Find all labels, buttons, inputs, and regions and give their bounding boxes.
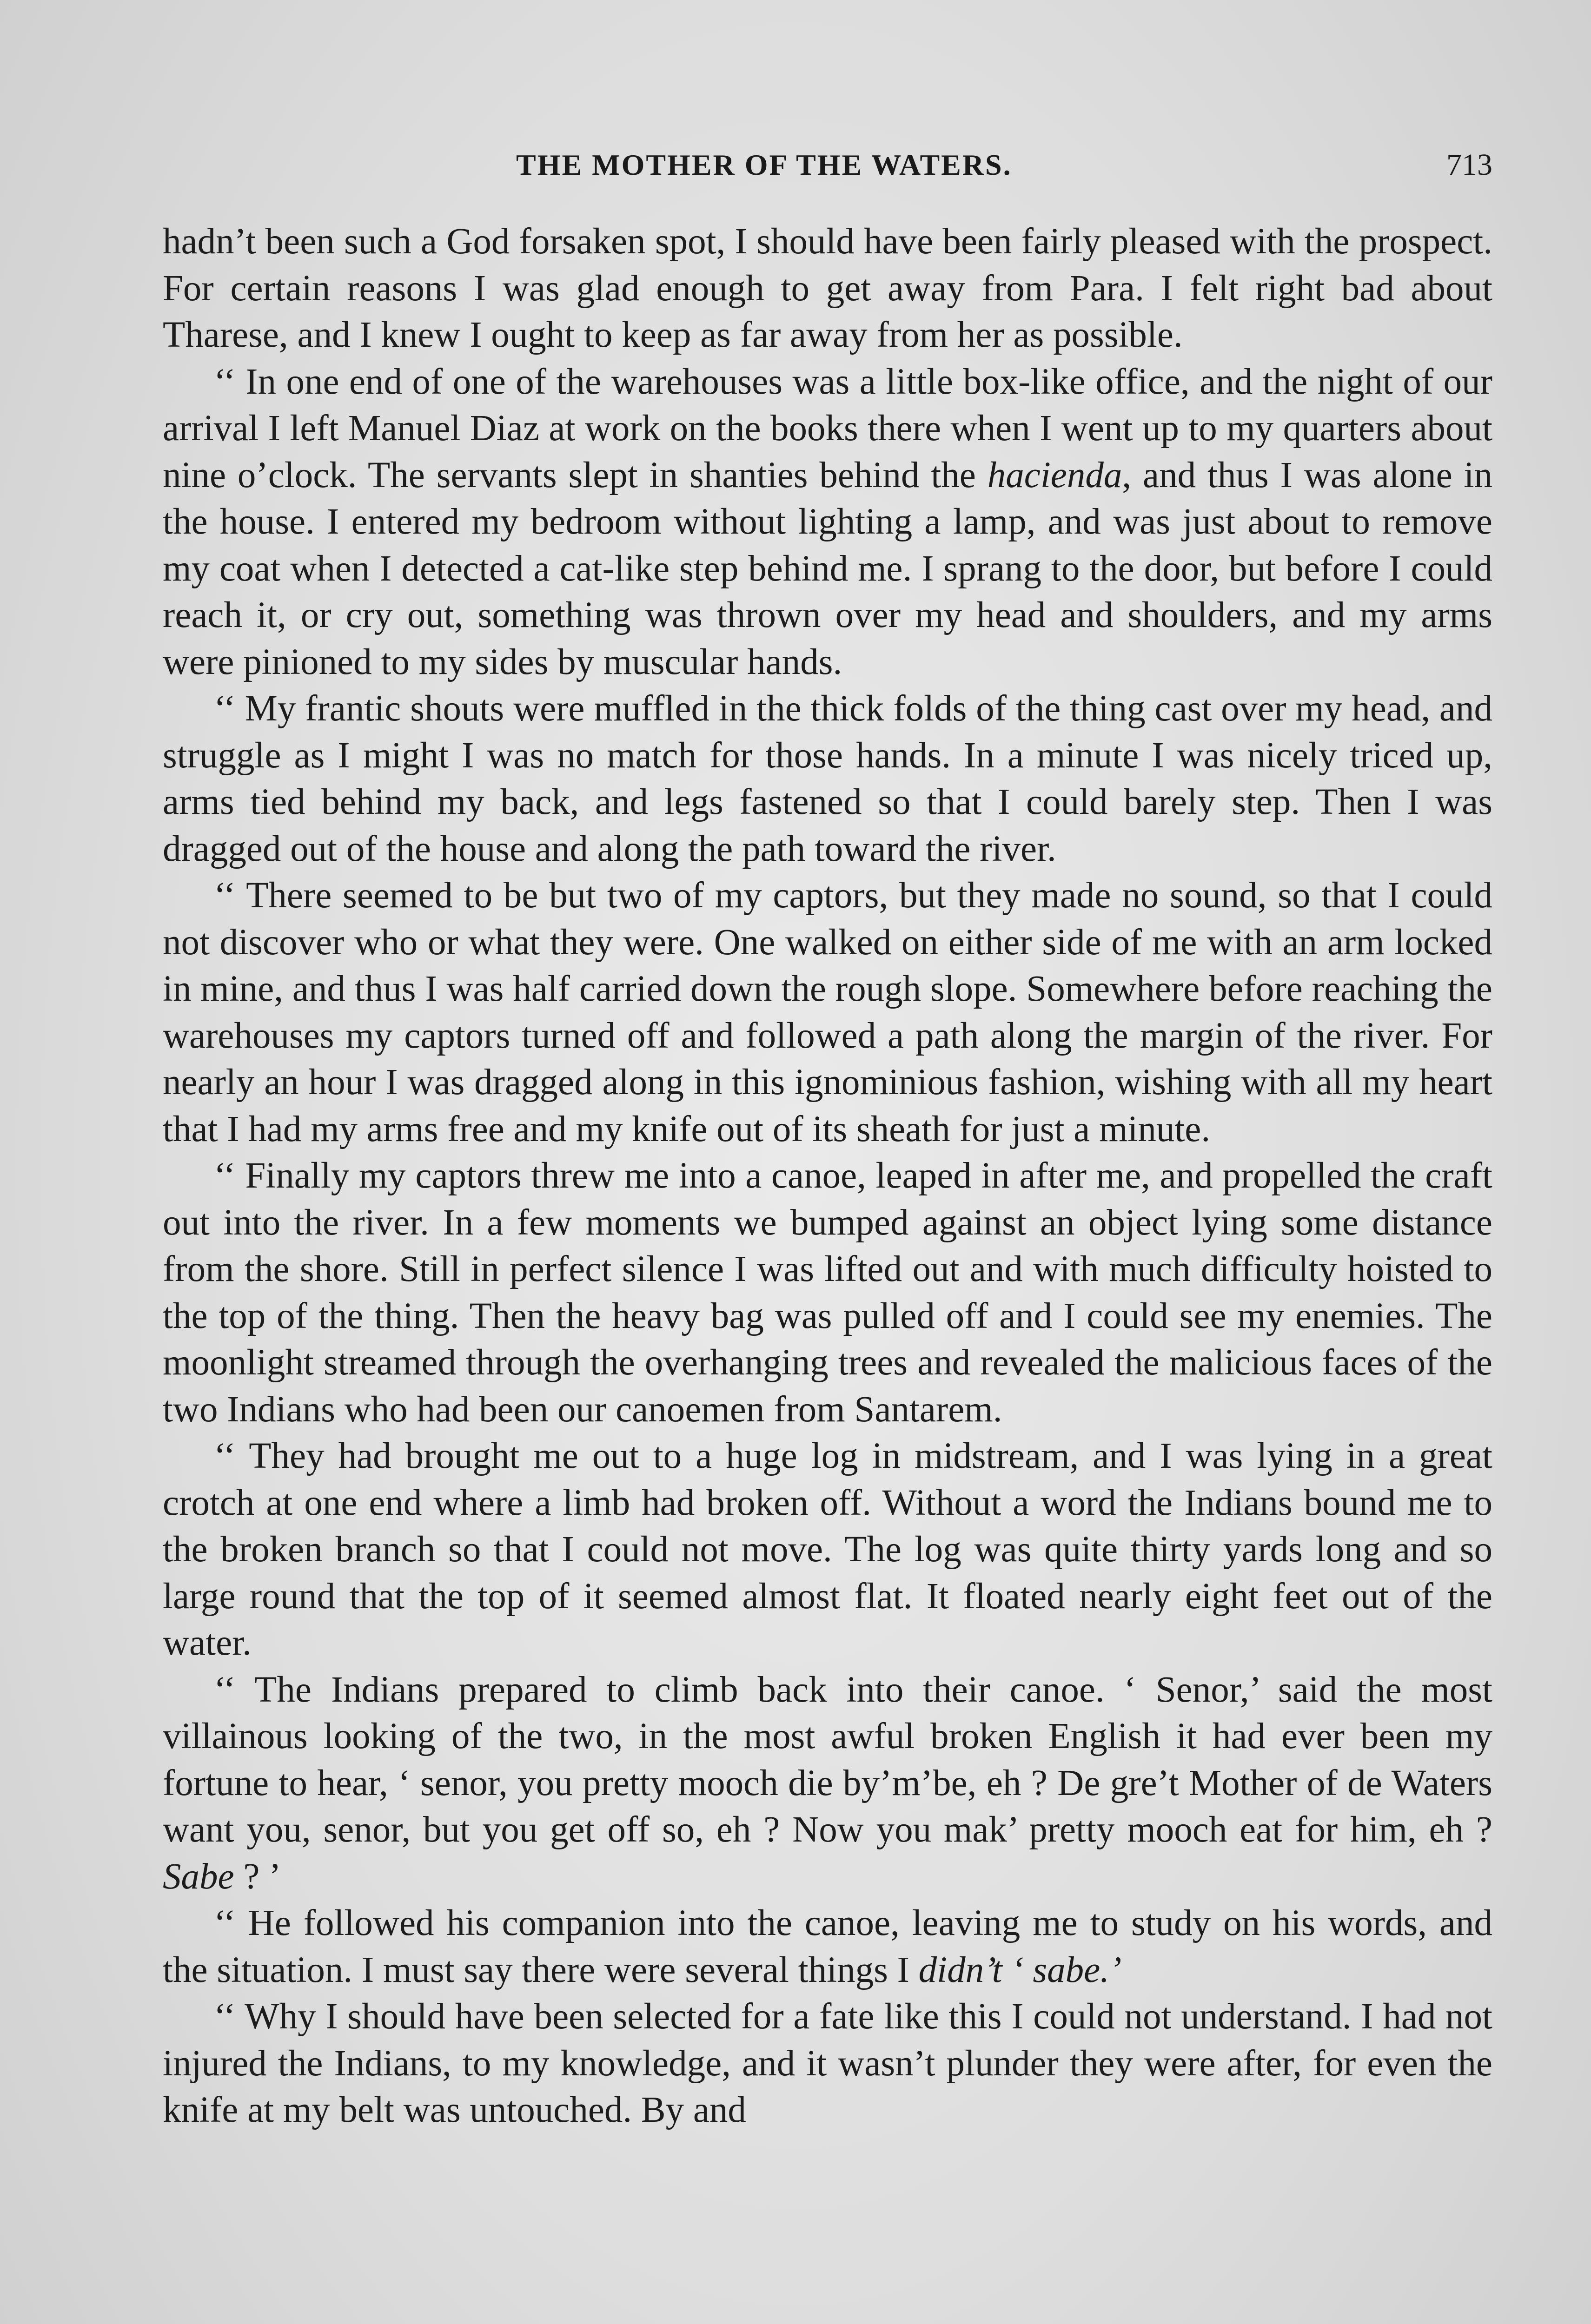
paragraph xyxy=(163,872,1492,1153)
paragraph-text: ‘‘ Why I should have been selected for a fate like this I could not understand. I had not injured the Indians, to my knowledge, and it wasn’t plunder they were after, for even the knife at my belt was untouched. By and xyxy=(163,1996,1492,2130)
paragraph xyxy=(163,218,1492,359)
paragraph xyxy=(163,1667,1492,1901)
paragraph-text: ‘‘ My frantic shouts were muffled in the thick folds of the thing cast over my head, and struggle as I might I was no match for those hands. In a minute I was nicely triced up, arms tied behind my back, and legs fastened so that I could barely step. Then I was dragged out of the house and along the path toward the river. xyxy=(163,688,1492,869)
paragraph-text: ‘‘ He followed his companion into the canoe, leaving me to study on his words, and the situation. I must say there were several things I xyxy=(163,1903,1492,1990)
paragraph-text: ‘‘ There seemed to be but two of my captors, but they made no sound, so that I could not discover who or what they were. One walked on either side of me with an arm locked in mine, and thus I was half carried down the rough slope. Somewhere before reaching the warehouses my captors turned off and followed a path along the margin of the river. For nearly an hour I was dragged along in this ignominious fashion, wishing with all my heart that I had my arms free and my knife out of its sheath for just a minute. xyxy=(163,875,1492,1149)
paragraph xyxy=(163,686,1492,872)
paragraph xyxy=(163,359,1492,686)
paragraph-text: ‘‘ The Indians prepared to climb back into their canoe. ‘ Senor,’ said the most villainous looking of the two, in the most awful broken English it had ever been my fortune to hear, ‘ senor, you pretty mooch die by’m’be, eh ? De gre’t Mother of de Waters want you, senor, but you get off so, eh ? Now you mak’ pretty mooch eat for him, eh ? xyxy=(163,1669,1492,1850)
paragraph xyxy=(163,1433,1492,1667)
body-text xyxy=(163,218,1492,2134)
page-header xyxy=(163,139,1492,191)
paragraph-text: ? ’ xyxy=(234,1856,281,1897)
paragraph-text: ‘‘ Finally my captors threw me into a canoe, leaped in after me, and propelled the craft out into the river. In a few moments we bumped against an object lying some distance from the shore. Still in perfect silence I was lifted out and with much difficulty hoisted to the top of the thing. Then the heavy bag was pulled off and I could see my enemies. The moonlight streamed through the overhanging trees and revealed the malicious faces of the two Indians who had been our canoemen from Santarem. xyxy=(163,1155,1492,1430)
paragraph xyxy=(163,1900,1492,1994)
paragraph xyxy=(163,1994,1492,2134)
paragraph-text: hadn’t been such a God forsaken spot, I should have been fairly pleased with the prospect. For certain reasons I was glad enough to get away from Para. I felt right bad about Tharese, and I knew I ought to keep as far away from her as possible. xyxy=(163,221,1492,355)
italic-text: hacienda xyxy=(987,455,1122,495)
italic-text: Sabe xyxy=(163,1856,234,1897)
paragraph xyxy=(163,1153,1492,1433)
page-number: 713 xyxy=(1446,148,1492,182)
running-head: THE MOTHER OF THE WATERS. xyxy=(516,148,1012,181)
paragraph-text: ‘‘ They had brought me out to a huge log in midstream, and I was lying in a great crotch at one end where a limb had broken off. Without a word the Indians bound me to the broken branch so that I could not move. The log was quite thirty yards long and so large round that the top of it seemed almost flat. It floated nearly eight feet out of the water. xyxy=(163,1436,1492,1663)
italic-text: didn’t ‘ sabe.’ xyxy=(918,1949,1122,1990)
paragraph-text: , and thus I was alone in the house. I entered my bedroom without lighting a lamp, and was just about to remove my coat when I detected a cat-like step behind me. I sprang to the door, but before I could reach it, or cry out, something was thrown over my head and shoulders, and my arms were pinioned to my sides by muscular hands. xyxy=(163,455,1493,682)
paragraph-text: ‘‘ In one end of one of the warehouses was a little box-like office, and the night of our arrival I left Manuel Diaz at work on the books there when I went up to my quarters about nine o’clock. The servants slept in shanties behind the xyxy=(163,361,1492,495)
